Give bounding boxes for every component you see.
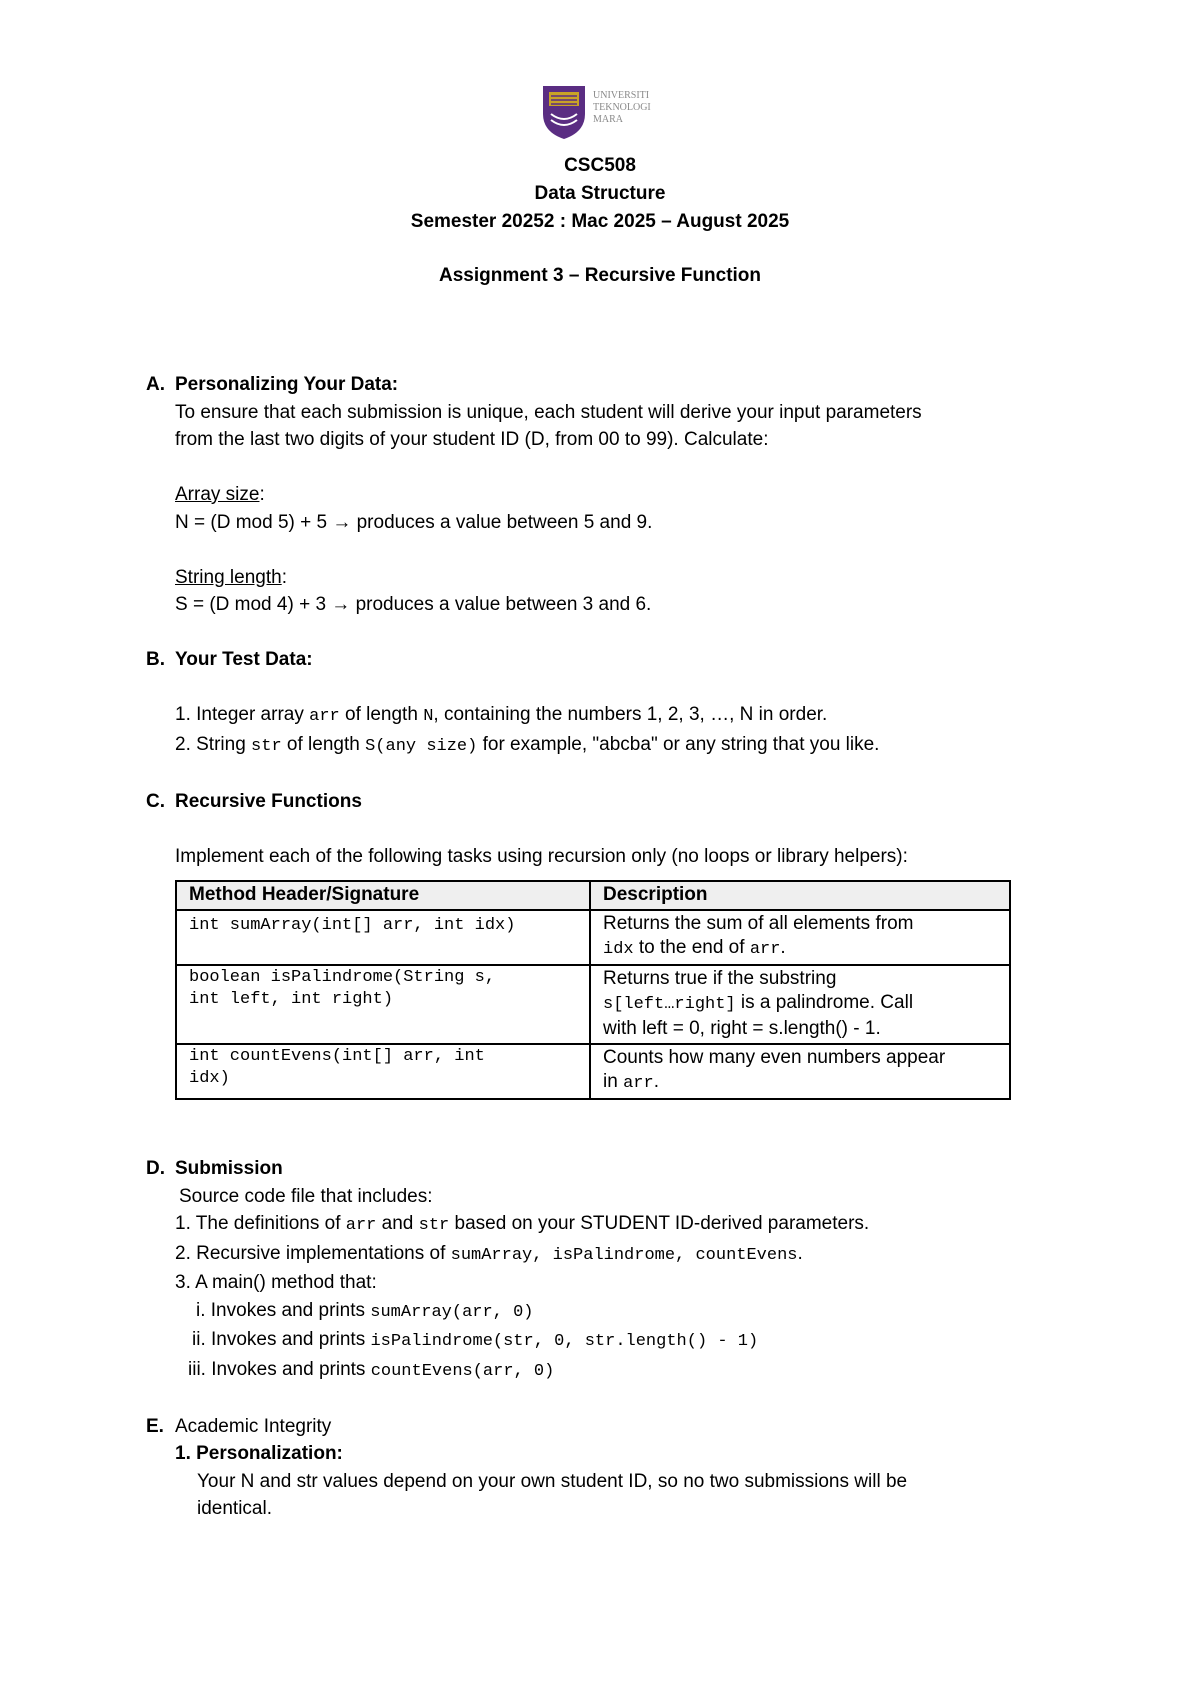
table-header-row [176,881,1010,910]
submission-subitem-2: ii. Invokes and prints isPalindrome(str, 0, str.length() - 1) [192,1329,759,1351]
string-length-formula: S = (D mod 4) + 3 → produces a value between 3 and 6. [175,594,652,615]
table-row [176,910,1010,965]
table-cell-signature: int sumArray(int[] arr, int idx) [176,910,590,965]
course-name: Data Structure [534,183,666,204]
submission-subitem-3: iii. Invokes and prints countEvens(arr, 0) [188,1358,555,1381]
personalization-line-1: Your N and str values depend on your own student ID, so no two submissions will be [197,1470,908,1492]
section-a-intro-2: from the last two digits of your student ID (D, from 00 to 99). Calculate: [175,429,769,450]
submission-intro: Source code file that includes: [179,1185,433,1207]
section-d-letter: D. [146,1158,165,1179]
table-cell-signature: int countEvens(int[] arr, int idx) [176,1044,590,1099]
table-row [176,1044,1010,1099]
section-d [146,1155,1046,1385]
section-e [146,1413,1046,1523]
semester-line: Semester 20252 : Mac 2025 – August 2025 [410,211,790,232]
table-cell-signature: boolean isPalindrome(String s, int left, int right) [176,965,590,1044]
logo-text: UNIVERSITI TEKNOLOGI MARA [593,90,651,125]
section-b-letter: B. [146,649,165,670]
methods-table [175,880,1011,1100]
submission-item-1: 1. The definitions of arr and str based on your STUDENT ID-derived parameters. [175,1213,870,1235]
section-b [146,646,1046,760]
test-data-item-1: 1. Integer array arr of length N, containing the numbers 1, 2, 3, …, N in order. [175,704,828,726]
array-size-label: Array size: [175,484,265,505]
university-logo [541,84,667,140]
section-c-intro: Implement each of the following tasks using recursion only (no loops or library helpers): [175,845,908,867]
submission-subitem-1: i. Invokes and prints sumArray(arr, 0) [196,1299,534,1322]
section-c [146,788,1046,871]
submission-item-3: 3. A main() method that: [175,1272,377,1293]
string-length-label: String length: [175,566,287,588]
section-e-title: Academic Integrity [175,1415,332,1437]
section-a-title: Personalizing Your Data: [175,374,399,395]
section-c-title: Recursive Functions [175,790,362,812]
course-code: CSC508 [564,155,636,176]
section-a-letter: A. [146,374,165,395]
assignment-title: Assignment 3 – Recursive Function [438,265,762,286]
table-header-description: Description [590,881,1010,910]
section-e-letter: E. [146,1415,164,1437]
test-data-item-2: 2. String str of length S(any size) for example, "abcba" or any string that you like. [175,733,880,756]
document-body [146,371,1046,1523]
personalization-title: 1. Personalization: [175,1443,343,1464]
section-a [146,371,1046,619]
table-header-signature: Method Header/Signature [176,881,590,910]
table-cell-description: Counts how many even numbers appear in arr. [590,1044,1010,1099]
document-header [0,152,1200,290]
table-cell-description: Returns the sum of all elements from idx to the end of arr. [590,910,1010,965]
table-cell-description: Returns true if the substring s[left…right] is a palindrome. Call with left = 0, right = s.length() - 1. [590,965,1010,1044]
table-row [176,965,1010,1044]
section-c-letter: C. [146,790,165,812]
section-b-title: Your Test Data: [175,649,313,670]
array-size-formula: N = (D mod 5) + 5 → produces a value between 5 and 9. [175,511,653,533]
personalization-line-2: identical. [197,1498,272,1519]
section-d-title: Submission [175,1158,283,1179]
section-a-intro-1: To ensure that each submission is unique, each student will derive your input parameters [175,401,922,423]
submission-item-2: 2. Recursive implementations of sumArray, isPalindrome, countEvens. [175,1242,803,1265]
